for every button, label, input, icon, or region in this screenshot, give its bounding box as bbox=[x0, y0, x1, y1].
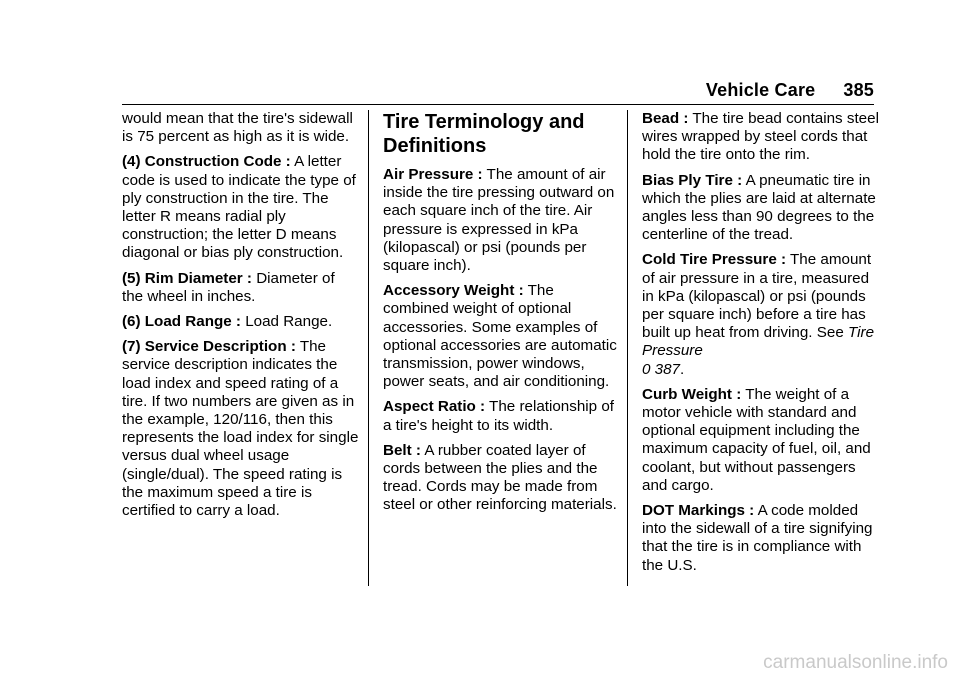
term: Bead : bbox=[642, 110, 689, 127]
column-divider-1 bbox=[368, 110, 369, 586]
definition-cold-tire-pressure bbox=[642, 251, 880, 378]
definition-text: The tire bead contains steel wires wrapped by steel cords that hold the tire onto the rim. bbox=[642, 110, 879, 164]
cross-reference-link[interactable]: Tire Pressure bbox=[642, 324, 875, 360]
definition-text: A letter code is used to indicate the type of ply construction in the tire. The letter R means radial ply construction; the letter D means diagonal or bias ply construction. bbox=[122, 153, 356, 262]
term: DOT Markings : bbox=[642, 502, 755, 520]
definition-air-pressure bbox=[383, 166, 621, 275]
term: Cold Tire Pressure : bbox=[642, 251, 787, 269]
definition-text: Load Range. bbox=[240, 313, 333, 331]
definition-text: The amount of air pressure in a tire, measured in kPa (kilopascal) or psi (pounds per square inch) before a tire has built up heat from driving. See bbox=[642, 251, 872, 342]
page-number: 385 bbox=[843, 80, 874, 100]
definition-text: The service description indicates the load index and speed rating of a tire. If two numbers are given as in the example, 120/116, then this represents the load index for single versus dual wheel usage (single/dual). The speed rating is the maximum speed a tire is certified to carry a load. bbox=[122, 338, 359, 520]
column-2 bbox=[383, 110, 621, 522]
definition-load-range bbox=[122, 313, 360, 331]
definition-text: The amount of air inside the tire pressing outward on each square inch of the tire. Air pressure is expressed in kPa (kilopascal) or psi (pounds per square inch). bbox=[383, 166, 615, 275]
definition-aspect-ratio bbox=[383, 398, 621, 434]
definition-bead bbox=[642, 110, 880, 165]
term: (5) Rim Diameter : bbox=[122, 269, 252, 287]
definition-text: Diameter of the wheel in inches. bbox=[122, 269, 335, 305]
definition-text: A pneumatic tire in which the plies are laid at alternate angles less than 90 degrees to the centerline of the tread. bbox=[642, 171, 876, 244]
definition-text: The relationship of a tire's height to its width. bbox=[383, 398, 615, 434]
definition-dot-markings bbox=[642, 502, 880, 575]
paragraph: would mean that the tire's sidewall is 75 percent as high as it is wide. bbox=[122, 110, 353, 146]
section-heading: Tire Terminology and Definitions bbox=[383, 111, 585, 157]
term: Curb Weight : bbox=[642, 385, 742, 403]
term: Air Pressure : bbox=[383, 166, 483, 183]
term: (6) Load Range : bbox=[122, 313, 241, 331]
page-reference[interactable]: 0 387 bbox=[642, 360, 681, 378]
definition-text: The weight of a motor vehicle with standard and optional equipment including the maximum capacity of fuel, oil, and coolant, but without passengers and cargo. bbox=[642, 385, 871, 494]
column-divider-2 bbox=[627, 110, 628, 586]
definition-text: A code molded into the sidewall of a tire signifying that the tire is in compliance with the U.S. bbox=[642, 502, 873, 574]
term: Belt : bbox=[383, 441, 421, 459]
term: Accessory Weight : bbox=[383, 282, 524, 300]
definition-text-end: . bbox=[680, 360, 685, 378]
term: (7) Service Description : bbox=[122, 338, 296, 356]
definition-accessory-weight bbox=[383, 282, 621, 391]
definition-rim-diameter bbox=[122, 270, 360, 306]
term: Bias Ply Tire : bbox=[642, 171, 743, 189]
definition-text: The combined weight of optional accessories. Some examples of optional accessories are automatic transmission, power windows, power seats, and air conditioning. bbox=[383, 282, 617, 391]
column-3 bbox=[642, 110, 880, 582]
term: Aspect Ratio : bbox=[383, 398, 486, 416]
definition-text: A rubber coated layer of cords between the plies and the tread. Cords may be made from steel or other reinforcing materials. bbox=[383, 441, 617, 514]
watermark-logo: carmanualsonline.info bbox=[763, 652, 948, 673]
column-1 bbox=[122, 110, 360, 527]
section-title: Vehicle Care bbox=[705, 80, 816, 100]
definition-bias-ply-tire bbox=[642, 172, 880, 245]
page-header bbox=[706, 80, 874, 101]
definition-curb-weight bbox=[642, 386, 880, 495]
definition-belt bbox=[383, 442, 621, 515]
term: (4) Construction Code : bbox=[122, 153, 291, 171]
definition-construction-code bbox=[122, 153, 360, 262]
definition-service-description bbox=[122, 338, 360, 520]
header-rule bbox=[122, 104, 874, 105]
